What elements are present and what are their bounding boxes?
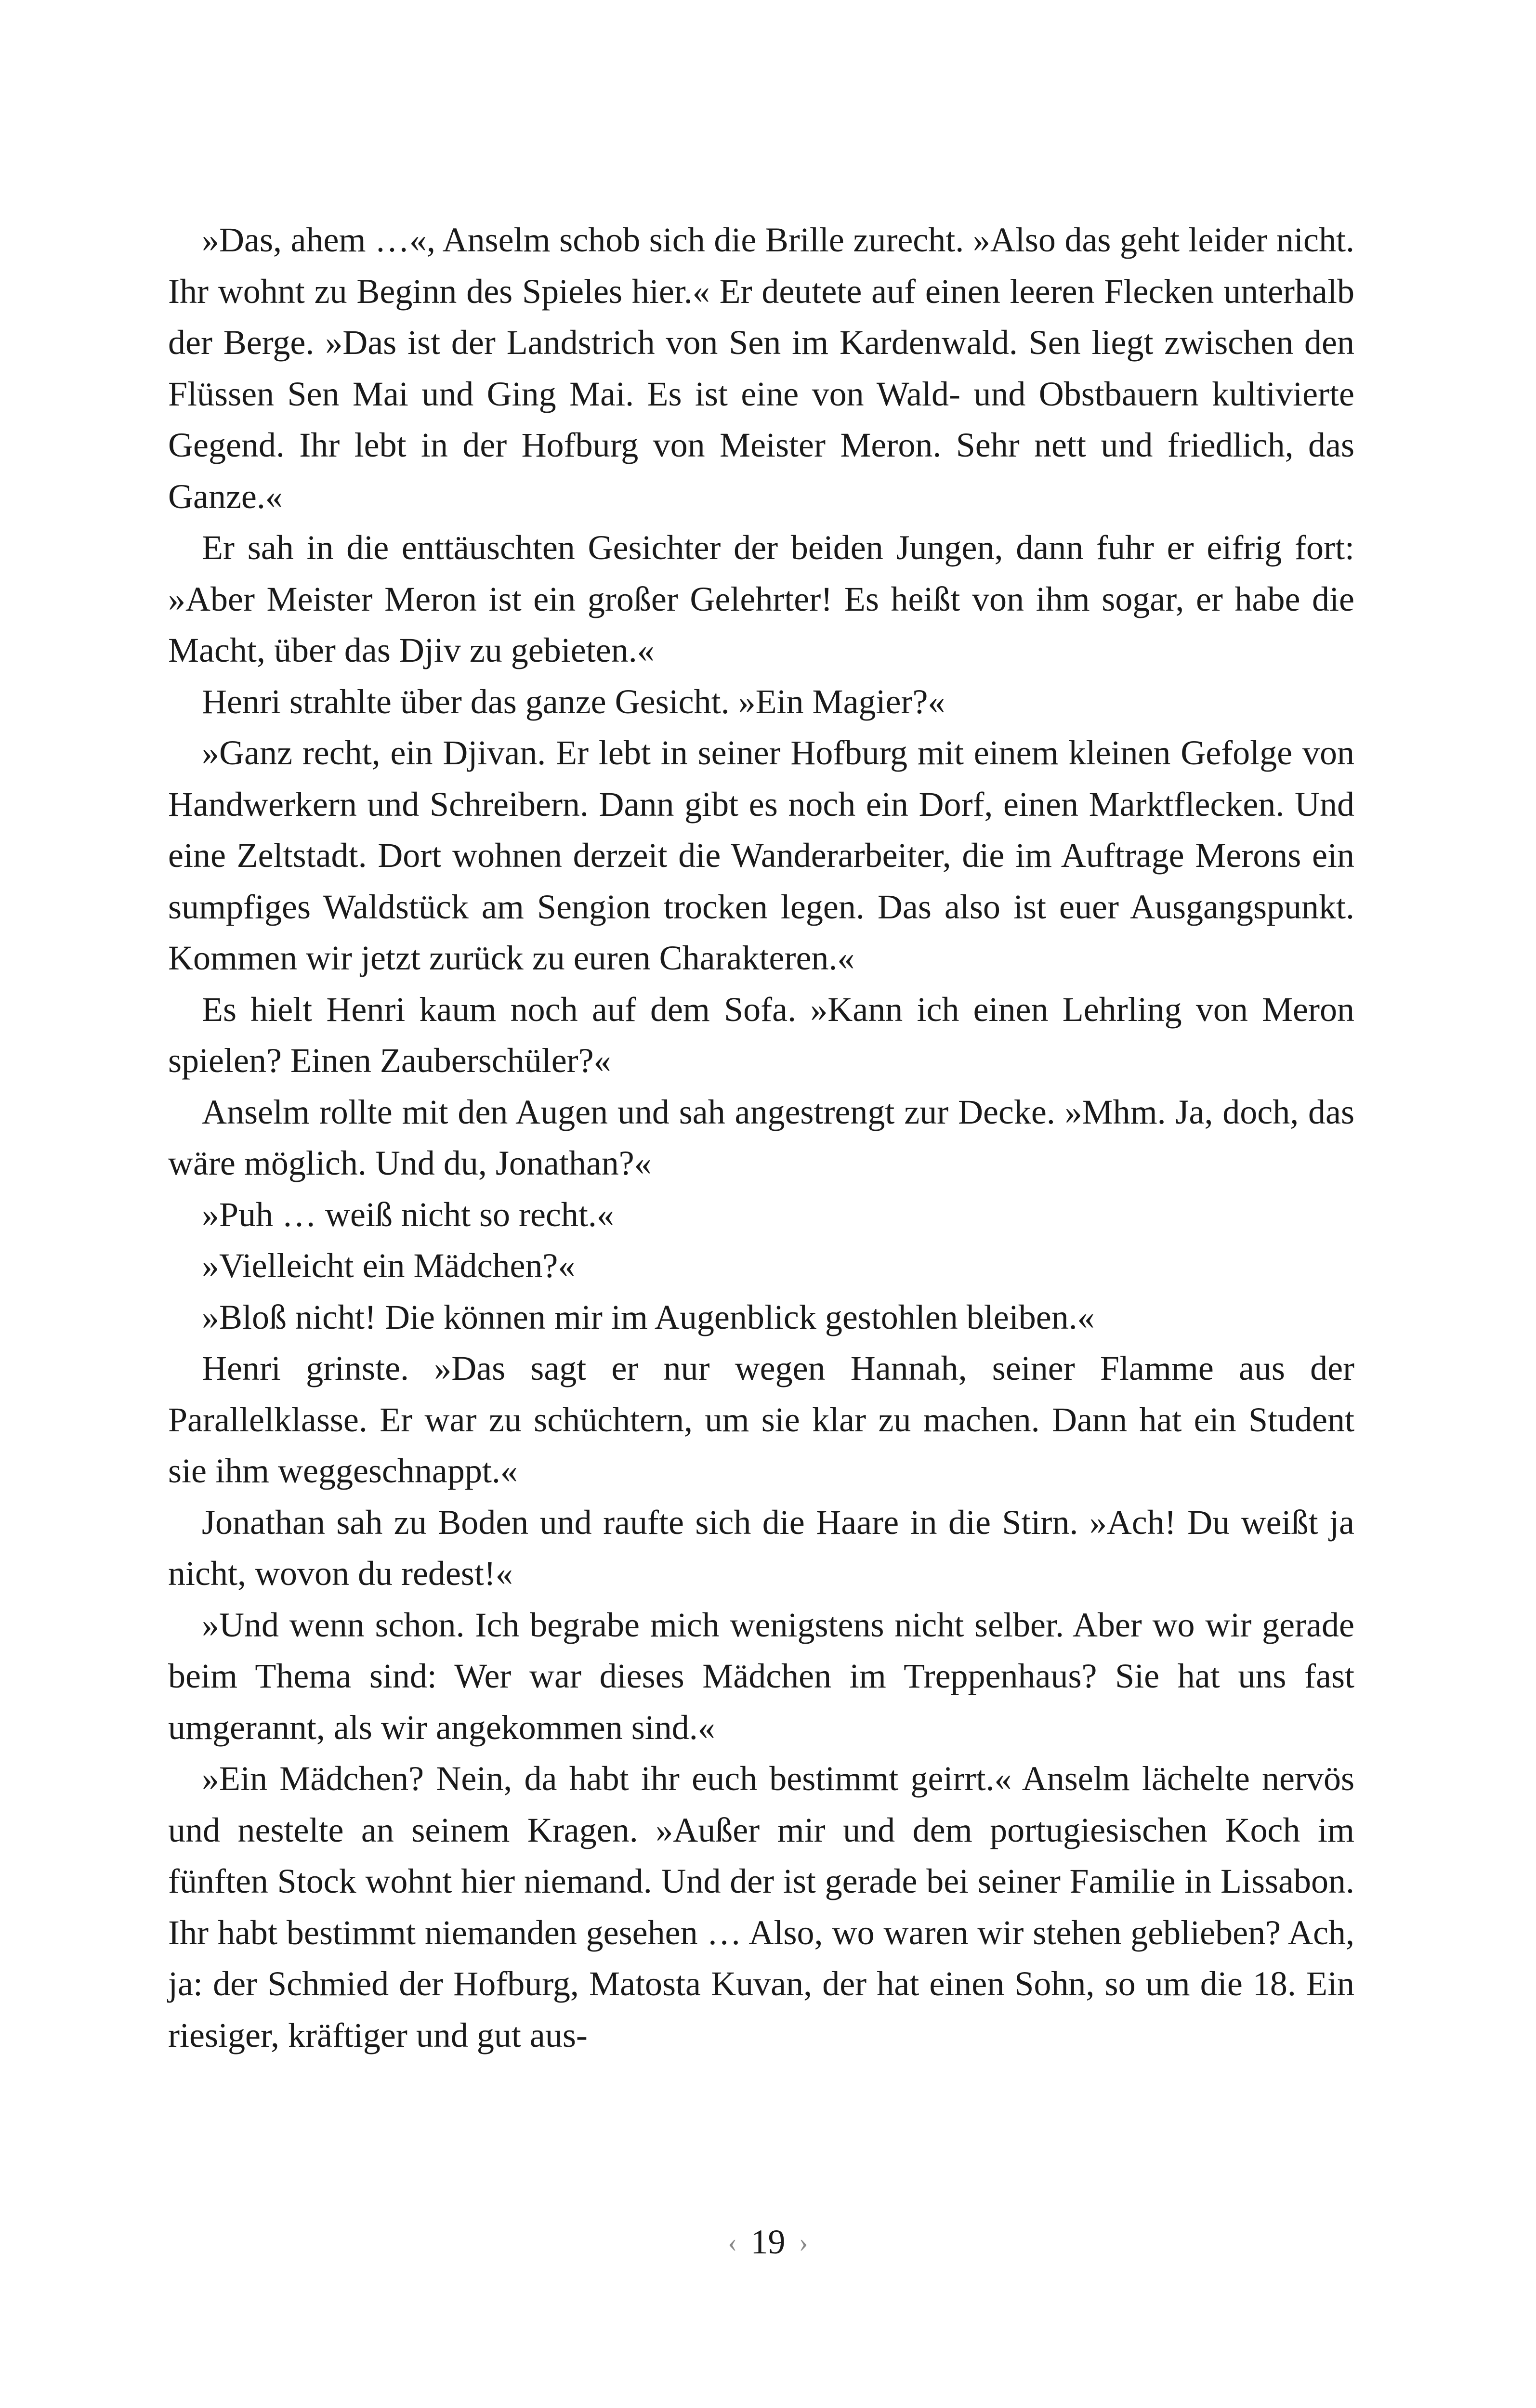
paragraph: Er sah in die enttäuschten Gesichter der beiden Jungen, dann fuhr er eifrig fort: »Aber Meister Meron ist ein großer Gelehrter! Es heißt von ihm sogar, er habe die Macht, über das Djiv zu gebieten.« [168,528,1354,669]
body-text [168,214,1354,2061]
paragraph: »Das, ahem …«, Anselm schob sich die Brille zurecht. »Also das geht leider nicht. Ihr wohnt zu Beginn des Spieles hier.« Er deutete auf einen leeren Flecken unterhalb der Berge. »Das ist der Landstrich von Sen im Kardenwald. Sen liegt zwischen den Flüssen Sen Mai und Ging Mai. Es ist eine von Wald- und Obstbauern kultivierte Gegend. Ihr lebt in der Hofburg von Meister Meron. Sehr nett und friedlich, das Ganze.« [168,221,1354,516]
page-number [0,2220,1536,2264]
page-number-value: 19 [750,2223,786,2261]
paragraph: »Ganz recht, ein Djivan. Er lebt in seiner Hofburg mit einem kleinen Gefolge von Handwerkern und Schreibern. Dann gibt es noch ein Dorf, einen Marktflecken. Und eine Zeltstadt. Dort wohnen derzeit die Wanderarbeiter, die im Auftrage Merons ein sumpfiges Waldstück am Sengion trocken legen. Das also ist euer Ausgangspunkt. Kommen wir jetzt zurück zu euren Charakteren.« [168,733,1354,977]
paragraph: Es hielt Henri kaum noch auf dem Sofa. »Kann ich einen Lehrling von Meron spielen? Einen Zauberschüler?« [168,990,1354,1080]
paragraph: »Puh … weiß nicht so recht.« [202,1195,614,1234]
paragraph: Jonathan sah zu Boden und raufte sich die Haare in die Stirn. »Ach! Du weißt ja nicht, wovon du redest!« [168,1503,1354,1593]
paragraph: »Und wenn schon. Ich begrabe mich wenigstens nicht selber. Aber wo wir gerade beim Thema sind: Wer war dieses Mädchen im Treppenhaus? Sie hat uns fast umgerannt, als wir angekommen sind.« [168,1605,1354,1747]
paragraph: Anselm rollte mit den Augen und sah angestrengt zur Decke. »Mhm. Ja, doch, das wäre möglich. Und du, Jonathan?« [168,1092,1354,1182]
folio-left-mark: ‹ [728,2226,737,2258]
paragraph: »Bloß nicht! Die können mir im Augenblick gestohlen bleiben.« [202,1297,1095,1336]
paragraph: »Ein Mädchen? Nein, da habt ihr euch bestimmt geirrt.« Anselm lächelte nervös und nestelte an seinem Kragen. »Außer mir und dem portugiesischen Koch im fünften Stock wohnt hier niemand. Und der ist gerade bei seiner Familie in Lissabon. Ihr habt bestimmt niemanden gesehen … Also, wo waren wir stehen geblieben? Ach, ja: der Schmied der Hofburg, Matosta Kuvan, der hat einen Sohn, so um die 18. Ein riesiger, kräftiger und gut aus- [168,1759,1354,2055]
paragraph: Henri grinste. »Das sagt er nur wegen Hannah, seiner Flamme aus der Parallelklasse. Er war zu schüchtern, um sie klar zu machen. Dann hat ein Student sie ihm weggeschnappt.« [168,1349,1354,1490]
paragraph: »Vielleicht ein Mädchen?« [202,1246,576,1285]
folio-right-mark: › [799,2226,808,2258]
paragraph: Henri strahlte über das ganze Gesicht. »Ein Magier?« [202,682,945,721]
